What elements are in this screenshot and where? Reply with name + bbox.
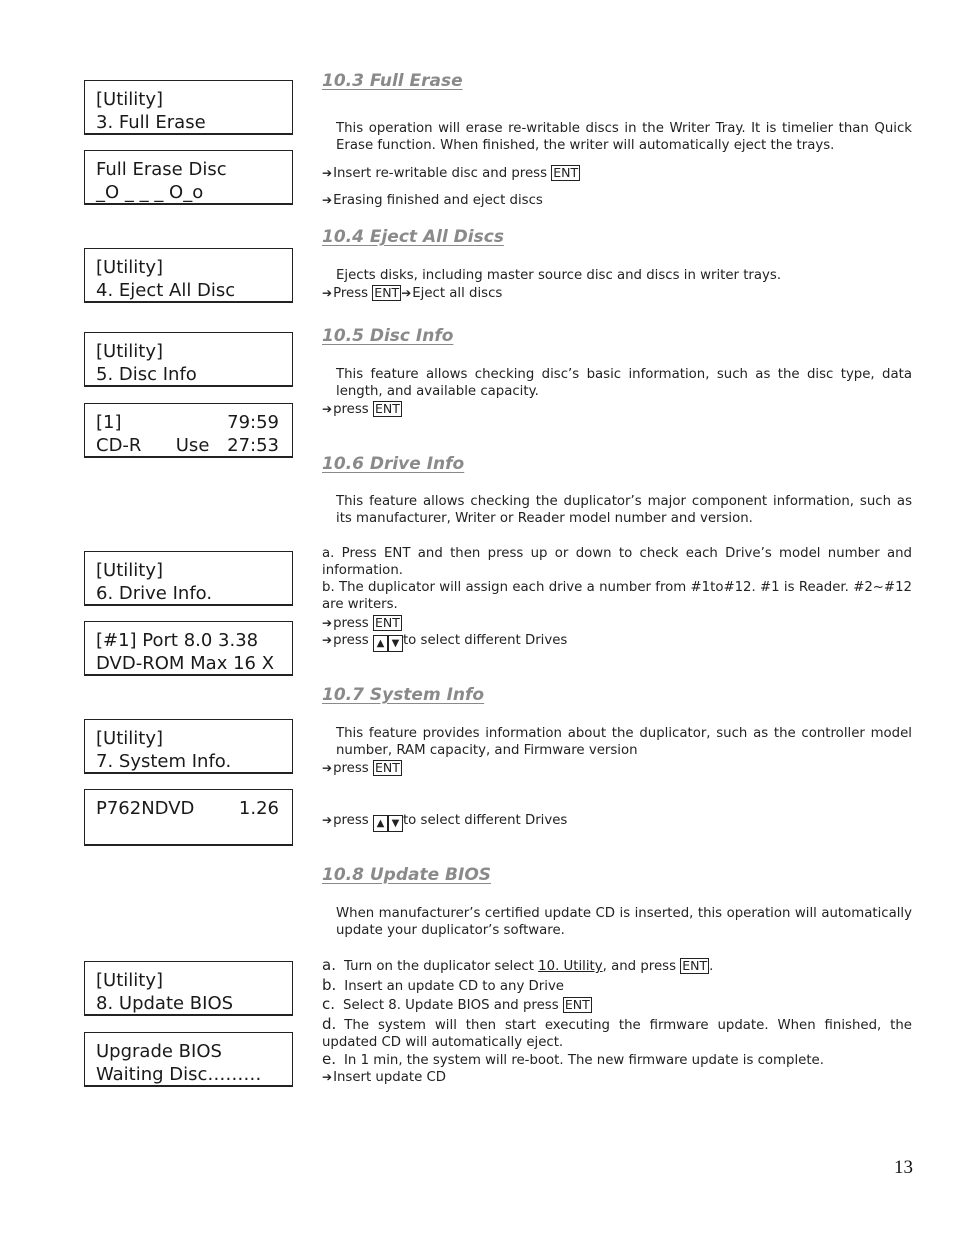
step-text: press [333,402,373,417]
full-erase-description: This operation will erase re-writable discs in the Writer Tray. It is timelier than Quick Erase function. When finished, the writer will automatically eject the trays. [336,121,912,153]
update-bios-step-c [322,996,592,1014]
arrow-icon: ➔ [322,402,333,416]
lcd-line: [Utility] [96,89,163,110]
lcd-disc-info-menu [84,332,293,387]
step-letter: d. [322,1015,337,1033]
step-text: Turn on the duplicator select [343,959,539,974]
arrow-icon: ➔ [401,286,412,300]
section-heading-system-info: 10.7 System Info [322,685,485,705]
step-text: The system will then start executing the firmware update. When finished, the updated CD will automatically eject. [322,1018,912,1050]
step-text: Insert update CD [333,1070,447,1085]
step-text: press [333,633,373,648]
section-heading-disc-info: 10.5 Disc Info [322,326,454,346]
section-heading-full-erase: 10.3 Full Erase [322,71,463,91]
step-text: Insert re-writable disc and press [333,166,552,181]
lcd-line: [Utility] [96,560,163,581]
step-text: Select 8. Update BIOS and press [343,998,563,1013]
step-letter: c. [322,995,336,1013]
lcd-line: 5. Disc Info [96,364,197,385]
step-text: Insert an update CD to any Drive [344,979,564,994]
step-letter: a. [322,956,336,974]
lcd-version: 1.26 [238,798,279,819]
update-bios-step-e [322,1051,824,1069]
ent-key-icon: ENT [374,285,400,300]
lcd-disc-info-status [84,403,293,458]
lcd-line: 6. Drive Info. [96,583,213,604]
drive-info-item-a: a. Press ENT and then press up or down to check each Drive’s model number and information. [322,546,912,578]
section-heading-update-bios: 10.8 Update BIOS [322,865,492,885]
disc-info-description: This feature allows checking disc’s basic information, such as the disc type, data length, and available capacity. [336,367,912,399]
step-text: press [333,616,373,631]
step-text: In 1 min, the system will re-boot. The new firmware update is complete. [344,1053,824,1068]
section-heading-drive-info: 10.6 Drive Info [322,454,465,474]
step-text: to select different Drives [402,633,568,648]
step-text: press [333,761,373,776]
arrow-icon: ➔ [322,193,333,207]
lcd-total-time: 79:59 [227,412,279,433]
lcd-line: [Utility] [96,341,163,362]
arrow-icon: ➔ [322,761,333,775]
ent-key-icon: ENT [374,401,400,416]
eject-step [322,285,502,302]
drive-info-step-ent [322,615,402,632]
lcd-line: 8. Update BIOS [96,993,234,1014]
down-key-icon: ▼ [388,815,403,832]
lcd-update-bios-status [84,1032,293,1087]
arrow-icon: ➔ [322,166,333,180]
update-bios-step-final [322,1069,446,1086]
ent-key-icon: ENT [374,760,400,775]
ent-key-icon: ENT [682,958,708,973]
lcd-disc-type: CD-R Use [96,435,210,456]
up-key-icon: ▲ [373,635,388,652]
up-key-icon: ▲ [373,815,388,832]
system-info-description: This feature provides information about the duplicator, such as the controller model number, RAM capacity, and Firmware version [336,726,912,758]
ent-key-icon: ENT [564,997,590,1012]
step-text: Press [333,286,373,301]
drive-info-item-b: b. The duplicator will assign each drive a number from #1to#12. #1 is Reader. #2~#12 are writers. [322,580,912,612]
lcd-line: Full Erase Disc [96,159,227,180]
system-info-step-ent [322,760,402,777]
lcd-line: 4. Eject All Disc [96,280,236,301]
step-letter: b. [322,976,337,994]
eject-description: Ejects disks, including master source disc and discs in writer trays. [336,268,782,283]
lcd-line: Waiting Disc……… [96,1064,262,1085]
lcd-line: _O _ _ _ O_o [96,182,204,203]
arrow-icon: ➔ [322,813,333,827]
step-text: Erasing finished and eject discs [333,193,543,208]
section-heading-eject-all: 10.4 Eject All Discs [322,227,504,247]
step-letter: e. [322,1050,336,1068]
utility-link: 10. Utility [538,959,603,974]
lcd-model: P762NDVD [96,798,195,819]
arrow-icon: ➔ [322,616,333,630]
lcd-line [96,411,292,434]
lcd-line: [Utility] [96,728,163,749]
page-number: 13 [894,1157,913,1178]
drive-info-description: This feature allows checking the duplicator’s major component information, such as its manufacturer, Writer or Reader model number and version. [336,494,912,526]
lcd-full-erase-menu [84,80,293,135]
lcd-line: DVD-ROM Max 16 X [96,653,275,674]
lcd-system-info-status [84,789,293,846]
system-info-step-select [322,812,567,832]
step-text: to select different Drives [402,813,568,828]
lcd-used-time: 27:53 [227,435,279,456]
lcd-update-bios-menu [84,961,293,1016]
update-bios-step-b [322,977,564,995]
step-text: . [709,959,714,974]
ent-key-icon: ENT [553,165,579,180]
lcd-line: [Utility] [96,970,163,991]
update-bios-step-a [322,957,713,975]
lcd-drive-info-status [84,621,293,676]
lcd-line: 3. Full Erase [96,112,206,133]
lcd-line: 7. System Info. [96,751,232,772]
disc-info-step [322,401,402,418]
arrow-icon: ➔ [322,286,333,300]
lcd-line [96,797,292,820]
drive-info-step-select [322,632,567,652]
lcd-line: Upgrade BIOS [96,1041,222,1062]
lcd-line [96,434,292,457]
lcd-drive-info-menu [84,551,293,606]
step-text: Eject all discs [412,286,503,301]
update-bios-description: When manufacturer’s certified update CD is inserted, this operation will automatically update your duplicator’s software. [336,906,912,938]
arrow-icon: ➔ [322,1070,333,1084]
update-bios-step-d [322,1016,912,1051]
lcd-line: [Utility] [96,257,163,278]
lcd-eject-menu [84,248,293,303]
step-text: press [333,813,373,828]
full-erase-step-insert [322,165,580,182]
full-erase-step-finish [322,192,543,209]
lcd-disc-slot: [1] [96,412,122,433]
lcd-full-erase-status [84,150,293,205]
down-key-icon: ▼ [388,635,403,652]
lcd-line: [#1] Port 8.0 3.38 [96,630,259,651]
step-text: , and press [602,959,681,974]
ent-key-icon: ENT [374,615,400,630]
lcd-system-info-menu [84,719,293,774]
arrow-icon: ➔ [322,633,333,647]
